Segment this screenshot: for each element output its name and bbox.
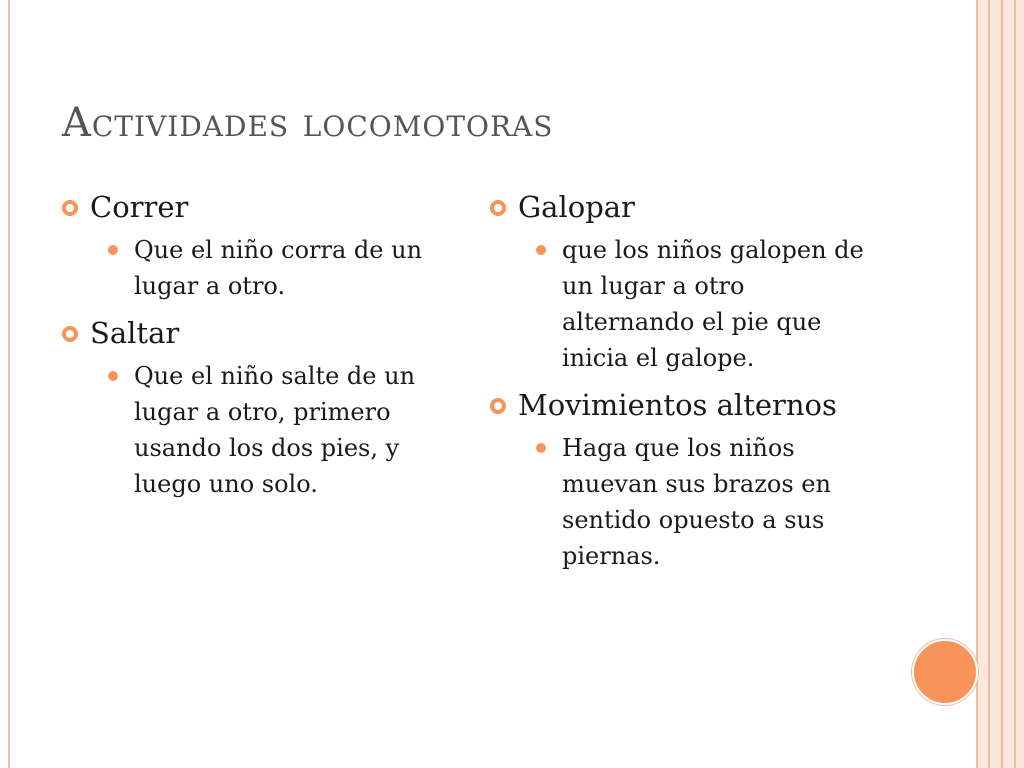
right-decorative-stripes (974, 0, 1024, 768)
sub-bullet (536, 232, 890, 376)
heading-text: Movimientos alternos (518, 388, 837, 422)
list-item-correr (62, 186, 442, 304)
slide-title: Actividades locomotoras (62, 100, 554, 146)
bullet-heading (490, 186, 890, 228)
dot-bullet-icon (536, 245, 546, 255)
heading-text: Saltar (90, 316, 180, 350)
left-border-line (0, 0, 10, 768)
sub-bullet-text: Que el niño corra de un lugar a otro. (134, 236, 423, 300)
sub-bullet-text: Haga que los niños muevan sus brazos en sentido opuesto a sus piernas. (562, 434, 831, 570)
sub-bullet (108, 232, 442, 304)
sub-bullet (536, 430, 890, 574)
heading-text: Galopar (518, 190, 635, 224)
dot-bullet-icon (108, 245, 118, 255)
ring-bullet-icon (490, 398, 506, 414)
sub-bullet-text: que los niños galopen de un lugar a otro alternando el pie que inicia el galope. (562, 236, 864, 372)
bullet-heading (62, 312, 442, 354)
ring-bullet-icon (62, 200, 78, 216)
left-column (62, 186, 442, 510)
list-item-movimientos-alternos (490, 384, 890, 574)
bullet-heading (490, 384, 890, 426)
dot-bullet-icon (536, 443, 546, 453)
sub-bullet (108, 358, 442, 502)
bullet-heading (62, 186, 442, 228)
dot-bullet-icon (108, 371, 118, 381)
sub-bullet-text: Que el niño salte de un lugar a otro, primero usando los dos pies, y luego uno solo. (134, 362, 416, 498)
ring-bullet-icon (62, 326, 78, 342)
list-item-saltar (62, 312, 442, 502)
heading-text: Correr (90, 190, 189, 224)
right-column (490, 186, 890, 582)
orange-circle-decoration (912, 639, 978, 705)
list-item-galopar (490, 186, 890, 376)
ring-bullet-icon (490, 200, 506, 216)
